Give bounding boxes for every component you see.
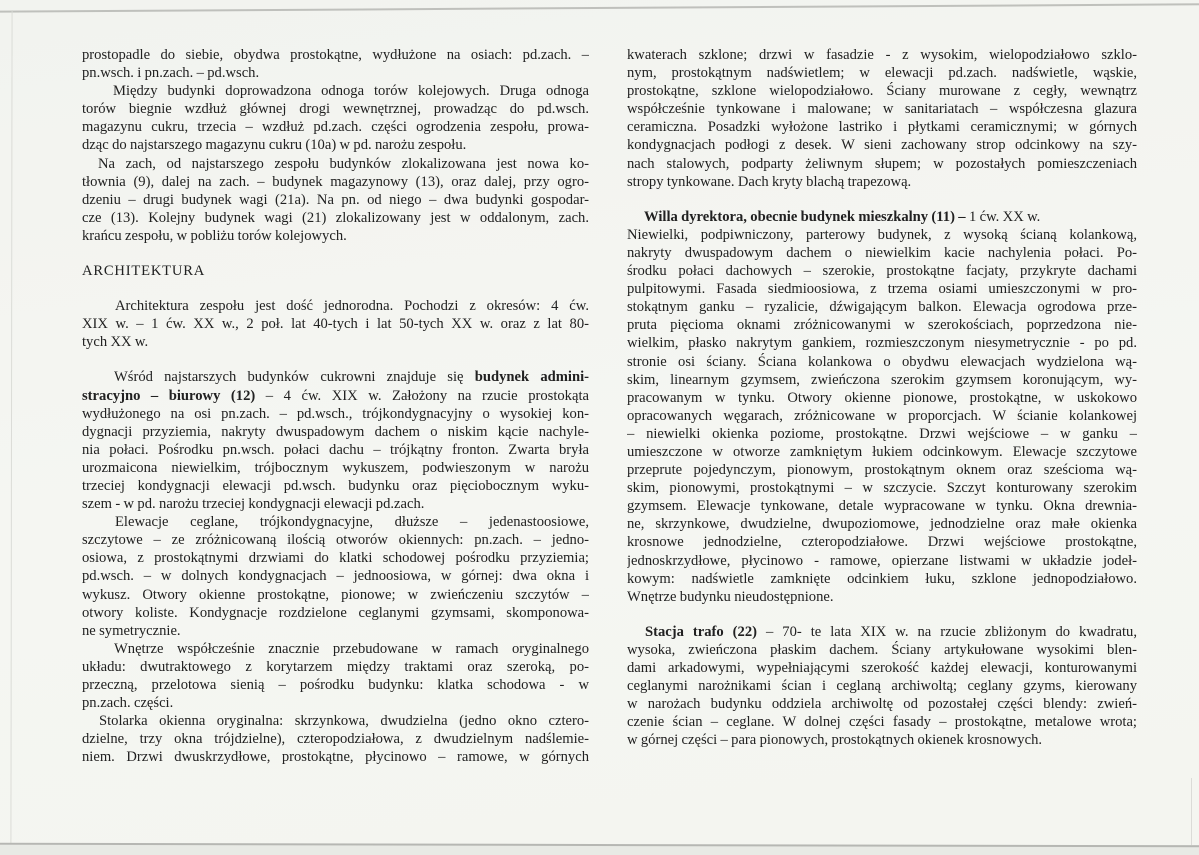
- text-line: ARCHITEKTURA: [82, 263, 206, 280]
- text-line: pd.wsch. – w dolnych kondygnacjach – jednoosiowa, w górnej: dwa okna i: [82, 568, 589, 585]
- text-line: cze (13). Kolejny budynek wagi (21) zlokalizowany jest w oddalonym, zach.: [82, 209, 589, 226]
- bold-text: Stacja trafo (22): [645, 623, 757, 640]
- text-line: Niewielki, podpiwniczony, parterowy budynek, z wysoką ścianą kolankową,: [627, 226, 1137, 243]
- paragraph: [627, 46, 1137, 191]
- text-line: układu: dwutraktowego z korytarzem między traktami oraz szeroką, po-: [82, 658, 589, 675]
- text-line: wydłużonego na osi pn.zach. – pd.wsch., trójkondygnacyjny o wysokiej kon-: [82, 405, 589, 422]
- text-line: ne, skrzynkowe, dwudzielne, dwupoziomowe, jednodzielne oraz małe okienka: [627, 516, 1137, 533]
- text-line: przeczną, przelotowa sienią – pośrodku budynku: klatka schodowa - w: [82, 677, 589, 693]
- regular-text: 1 ćw. XX w.: [965, 208, 1041, 225]
- text-line: Elewacje ceglane, trójkondygnacyjne, dłuższe – jedenastoosiowe,: [115, 514, 589, 531]
- text-line: dygnacji przyziemia, nakryty dwuspadowym dachem o niskim kącie nachyle-: [82, 423, 589, 440]
- text-line: szem - w pd. narożu trzeciej kondygnacji elewacji pd.zach.: [82, 496, 425, 513]
- text-line: [627, 208, 1137, 226]
- text-line: skim, pionowymi, prostokątnymi – w szczycie. Szczyt konturowany szerokim: [627, 480, 1137, 497]
- text-line: tych XX w.: [82, 334, 149, 351]
- text-line: osiowa, z prostokątnymi drzwiami do klatki schodowej pośrodku przyziemia;: [82, 550, 589, 567]
- text-line: magazynu cukru, trzecia – wzdłuż pd.zach. części ogrodzenia zespołu, prowa-: [82, 119, 589, 136]
- text-column-right: [627, 46, 1137, 749]
- text-line: stropy tynkowane. Dach kryty blachą trapezową.: [627, 173, 912, 190]
- text-line: – niewielki okienka poziome, prostokątne. Drzwi wejściowe – w ganku –: [627, 425, 1137, 442]
- text-line: [82, 387, 589, 405]
- text-line: kowym: nadświetle zamknięte odcinkiem łuku, szklone jednopodziałowo.: [627, 570, 1137, 587]
- text-line: Na zach, od najstarszego zespołu budynków zlokalizowana jest nowa ko-: [98, 155, 589, 172]
- text-line: pn.wsch. i pn.zach. – pd.wsch.: [82, 65, 260, 82]
- text-line: współcześnie tynkowane i malowane; w sanitariatach – współczesna glazura: [627, 101, 1137, 118]
- text-line: niem. Drzwi dwuskrzydłowe, prostokątne, płycinowo – ramowe, w górnych: [82, 749, 589, 766]
- text-line: tłownia (9), dalej na zach. – budynek magazynowy (13), oraz dalej, przy ogro-: [82, 173, 589, 190]
- text-line: wielkim, płasko nakrytym gankiem, rozmieszczonym niesymetrycznie - po pd.: [627, 335, 1137, 352]
- text-line: pracowanym w tynku. Otwory okienne pionowe, prostokątne, w uskokowo: [627, 389, 1137, 406]
- page-right-edge-line: [1191, 778, 1192, 845]
- text-line: pulpitowymi. Fasada siedmioosiowa, z trzema osiami umieszczonymi w pro-: [627, 281, 1137, 298]
- paragraph: [82, 155, 589, 245]
- bold-text: Willa dyrektora, obecnie budynek mieszkalny (11) –: [644, 208, 966, 225]
- paragraph: [82, 513, 589, 640]
- text-column-left: [82, 46, 589, 766]
- text-line: ne symetrycznie.: [82, 622, 181, 639]
- text-line: wykusz. Otwory okienne prostokątne, pionowe; w zwieńczeniu szczytów –: [82, 586, 589, 603]
- text-line: krosnowe jednodzielne, czteropodziałowe. Drzwi wejściowe prostokątne,: [627, 534, 1137, 551]
- text-line: stokątnym ganku – ryzalicie, dźwigającym balkon. Elewacja ogrodowa prze-: [627, 299, 1137, 316]
- text-line: opracowanych węgarach, zróżnicowane w proporcjach. W ścianie kolankowej: [627, 407, 1137, 424]
- text-line: dzielne, trzy okna trójdzielne), czteropodziałowa, z dwudzielnym nadślemie-: [82, 731, 589, 748]
- text-line: torów biegnie wzdłuż głównej drogi wewnętrznej, prowadząc do pd.wsch.: [82, 101, 589, 118]
- text-line: [627, 623, 1137, 641]
- paragraph: [82, 46, 589, 82]
- text-line: otwory koliste. Kondygnacje rozdzielone ceglanymi gzymsami, skomponowa-: [82, 604, 589, 621]
- regular-text: – 4 ćw. XIX w. Założony na rzucie prostokąta: [255, 387, 589, 404]
- bold-text: stracyjno – biurowy (12): [82, 387, 256, 404]
- section-heading: [82, 262, 589, 280]
- text-line: trzeciej kondygnacji elewacji pd.wsch. budynku oraz pięciobocznym wyku-: [82, 477, 589, 494]
- text-line: nakryty dwuspadowym dachem o niewielkim kacie nachylenia połaci. Po-: [627, 244, 1137, 261]
- text-line: [82, 368, 589, 386]
- text-line: gzymsem. Elewacje tynkowane, detale wypracowane w tynku. Okna drewnia-: [627, 498, 1137, 515]
- text-line: w górnej części – para pionowych, prostokątnych okienek krosnowych.: [627, 732, 1043, 749]
- text-line: szczytowe – ze zróżnicowaną ilością otworów okiennych: pn.zach. – jedno-: [82, 532, 589, 549]
- paragraph: [627, 623, 1137, 750]
- text-line: Wnętrze budynku nieudostępnione.: [627, 588, 834, 605]
- text-line: urozmaicona niewielkim, trójbocznym wykuszem, podwieszonym w narożu: [82, 459, 589, 476]
- text-line: środku połaci dachowych – szerokie, prostokątne facjaty, przykryte dachami: [627, 263, 1137, 280]
- paragraph: [82, 82, 589, 154]
- paragraph: [627, 208, 1137, 606]
- paragraph: [82, 297, 589, 351]
- paragraph: [82, 368, 589, 513]
- text-line: ceramiczna. Posadzki wyłożone lastriko i płytkami ceramicznymi; w górnych: [627, 119, 1137, 136]
- text-line: nia połaci. Pośrodku pn.wsch. połaci dachu – trójkątny fronton. Zwarta bryła: [82, 441, 589, 458]
- text-line: Wnętrze współcześnie znacznie przebudowane w ramach oryginalnego: [114, 640, 589, 657]
- paragraph: [82, 640, 589, 712]
- regular-text: – 70- te lata XIX w. na rzucie zbliżonym do kwadratu,: [757, 623, 1137, 640]
- text-line: kondygnacjach podłogi z desek. W sieni zachowany strop odcinkowy na szy-: [627, 137, 1137, 154]
- text-line: umieszczone w otworze zamkniętym łukiem odcinkowym. Elewacje szczytowe: [627, 443, 1137, 460]
- text-line: dzeniu – drugi budynek wagi (21a). Na pn. od niego – dwa budynki gospodar-: [82, 191, 589, 208]
- text-line: Architektura zespołu jest dość jednorodna. Pochodzi z okresów: 4 ćw.: [115, 298, 589, 315]
- text-line: Między budynki doprowadzona odnoga torów kolejowych. Druga odnoga: [113, 83, 589, 100]
- paragraph: [82, 712, 589, 766]
- text-line: wysoka, zwieńczona płaskim dachem. Ściany artykułowane wysokimi blen-: [627, 641, 1137, 658]
- text-line: kwaterach szklone; drzwi w fasadzie - z wysokim, wielopodziałowo szklo-: [627, 47, 1137, 63]
- text-line: dząc do najstarszego magazynu cukru (10a) w pd. narożu zespołu.: [82, 137, 467, 154]
- text-line: dami arkadowymi, wypełniającymi szerokość każdej elewacji, konturowanymi: [627, 660, 1137, 676]
- text-line: krańcu zespołu, w pobliżu torów kolejowych.: [82, 227, 347, 244]
- text-line: XIX w. – 1 ćw. XX w., 2 poł. lat 40-tych i lat 50-tych XX w. oraz z lat 80-: [82, 316, 589, 333]
- text-line: stronie osi ściany. Ściana kolankowa o obydwu elewacjach wydzielona wą-: [627, 353, 1137, 370]
- text-line: nym, prostokątnym nadświetlem; w elewacji pd.zach. nadświetle, wąskie,: [627, 65, 1137, 82]
- text-line: jednoskrzydłowe, płycinowo - ramowe, opierzane listwami w układzie jodeł-: [627, 552, 1137, 569]
- text-line: prostokątne, szklone wielopodziałowo. Ściany murowane z cegły, wewnątrz: [627, 83, 1137, 100]
- bold-text: budynek admini-: [474, 369, 589, 386]
- text-line: Stolarka okienna oryginalna: skrzynkowa, dwudzielna (jedno okno cztero-: [99, 713, 589, 730]
- text-line: pn.zach. części.: [82, 695, 174, 712]
- text-line: przeprute pojedynczym, pionowym, prostokątnym oknem oraz sześcioma wą-: [627, 462, 1137, 479]
- text-line: ceglanymi narożnikami ścian i ceglaną archiwoltą; ceglany gzyms, kierowany: [627, 678, 1137, 695]
- regular-text: Wśród najstarszych budynków cukrowni znajduje się: [114, 369, 475, 386]
- text-line: w narożach budynku oddziela archiwoltę od pozostałej części blendy: zwień-: [627, 696, 1137, 713]
- text-line: pruta pięcioma oknami zróżnicowanymi w szerokościach, poprzedzona nie-: [627, 317, 1137, 334]
- text-line: nach stalowych, podparty żeliwnym słupem; w pozostałych pomieszczeniach: [627, 155, 1137, 172]
- text-line: prostopadle do siebie, obydwa prostokątne, wydłużone na osiach: pd.zach. –: [82, 47, 589, 63]
- text-line: czenie ścian – ceglane. W dolnej części fasady – prostokątne, metalowe wrota;: [627, 714, 1137, 731]
- text-line: skim, linearnym gzymsem, zwieńczona szerokim gzymsem koronującym, wy-: [627, 371, 1137, 388]
